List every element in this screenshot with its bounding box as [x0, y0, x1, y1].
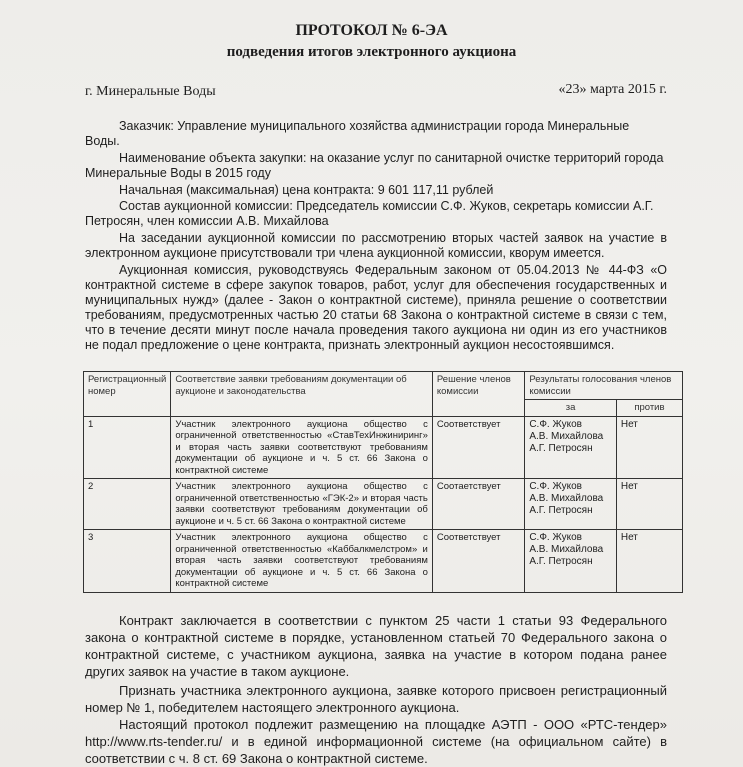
- row-compliance: Участник электронного аукциона общество с ограниченной ответственностью «СтавТехИнжиниринг» и вторая часть заявки соответствуют требованиям документации об аукционе и ч. 5 ст. 66 Закона о контрактной системе: [171, 416, 433, 479]
- document-subtitle: подведения итогов электронного аукциона: [226, 44, 517, 60]
- publish-paragraph: Настоящий протокол подлежит размещению на площадке АЭТП - ООО «РТС-тендер» http://www.rts-tender.ru/ и в единой информационной системе (на официальном сайте) в соответствии с ч. 8 ст. 69 Закона о контрактной системе.: [85, 717, 667, 766]
- vote-member: А.Г. Петросян: [529, 442, 593, 454]
- document-title: ПРОТОКОЛ № 6-ЭА: [295, 22, 448, 39]
- row-decision: Соответствует: [432, 416, 524, 479]
- vote-member: А.Г. Петросян: [529, 556, 593, 567]
- quorum-paragraph: На заседании аукционной комиссии по рассмотрению вторых частей заявок на участие в электронном аукционе присутствовали три члена аукционной комиссии, кворум имеется.: [85, 231, 667, 260]
- header-votes: Результаты голосования членов комиссии: [525, 372, 683, 400]
- contract-paragraph: Контракт заключается в соответствии с пунктом 25 части 1 статьи 93 Федерального закона о контрактной системе в порядке, установленном статьей 70 Федерального закона о контрактной системе, с участником аукциона, заявка на участие в котором подана ранее других заявок на участие в таком аукционе.: [85, 613, 667, 679]
- vote-member: С.Ф. Жуков: [529, 481, 582, 492]
- header-for: за: [525, 400, 617, 417]
- commission-paragraph: Состав аукционной комиссии: Председатель комиссии С.Ф. Жуков, секретарь комиссии А.Г. Петросян, член комиссии А.В. Михайлова: [85, 199, 654, 228]
- row-votes-for: [525, 479, 617, 530]
- vote-member: С.Ф. Жуков: [529, 418, 582, 430]
- row-number: 1: [84, 416, 171, 479]
- row-decision: Соответствует: [432, 530, 524, 593]
- row-compliance: Участник электронного аукциона общество с ограниченной ответственностью «Каббалкмелстром» и вторая часть заявки соответствуют требованиям документации об аукционе и ч. 5 ст. 66 Закона о контрактной системе: [171, 530, 433, 593]
- vote-member: С.Ф. Жуков: [529, 532, 582, 543]
- row-votes-for: [525, 530, 617, 593]
- row-number: 2: [84, 479, 171, 530]
- vote-member: А.В. Михайлова: [529, 430, 604, 442]
- row-votes-against: Нет: [616, 479, 682, 530]
- vote-member: А.Г. Петросян: [529, 505, 593, 516]
- row-compliance: Участник электронного аукциона общество с ограниченной ответственностью «ГЭК-2» и вторая часть заявки соответствуют требованиям документации об аукционе и ч. 5 ст. 66 Закона о контрактной системе: [171, 479, 433, 530]
- date-label: «23» марта 2015 г.: [558, 82, 667, 97]
- row-votes-for: [525, 416, 617, 479]
- city-label: г. Минеральные Воды: [85, 84, 216, 99]
- row-votes-against: Нет: [616, 416, 682, 479]
- table-header-row: [84, 372, 683, 400]
- decision-paragraph: Аукционная комиссия, руководствуясь Федеральным законом от 05.04.2013 № 44-ФЗ «О контрактной системе в сфере закупок товаров, работ, услуг для обеспечения государственных и муниципальных нужд» (далее - Закон о контрактной системе), приняла решение о соответствии требованиям, предусмотренных частью 20 статьи 68 Закона о контрактной системе в связи с тем, что в течение десяти минут после начала проведения такого аукциона ни один из его участников не подал предложение о цене контракта, признать электронный аукцион несостоявшимся.: [85, 263, 667, 352]
- row-votes-against: Нет: [616, 530, 682, 593]
- winner-paragraph: Признать участника электронного аукциона, заявке которого присвоен регистрационный номер № 1, победителем настоящего электронного аукциона.: [85, 683, 667, 715]
- table-row: [84, 416, 683, 479]
- row-number: 3: [84, 530, 171, 593]
- object-paragraph: Наименование объекта закупки: на оказание услуг по санитарной очистке территорий города Минеральные Воды в 2015 году: [85, 151, 664, 180]
- vote-member: А.В. Михайлова: [529, 493, 604, 504]
- vote-member: А.В. Михайлова: [529, 544, 604, 555]
- header-compliance: Соответствие заявки требованиям документации об аукционе и законодательства: [171, 372, 433, 417]
- header-decision: Решение членов комиссии: [432, 372, 524, 417]
- row-decision: Соотаетствует: [432, 479, 524, 530]
- table-row: [84, 479, 683, 530]
- customer-paragraph: Заказчик: Управление муниципального хозяйства администрации города Минеральные Воды.: [85, 119, 630, 148]
- header-against: против: [616, 400, 682, 417]
- results-table: [83, 371, 683, 593]
- header-number: Регистрационный номер: [84, 372, 171, 417]
- table-row: [84, 530, 683, 593]
- price-paragraph: Начальная (максимальная) цена контракта: 9 601 117,11 рублей: [119, 183, 494, 197]
